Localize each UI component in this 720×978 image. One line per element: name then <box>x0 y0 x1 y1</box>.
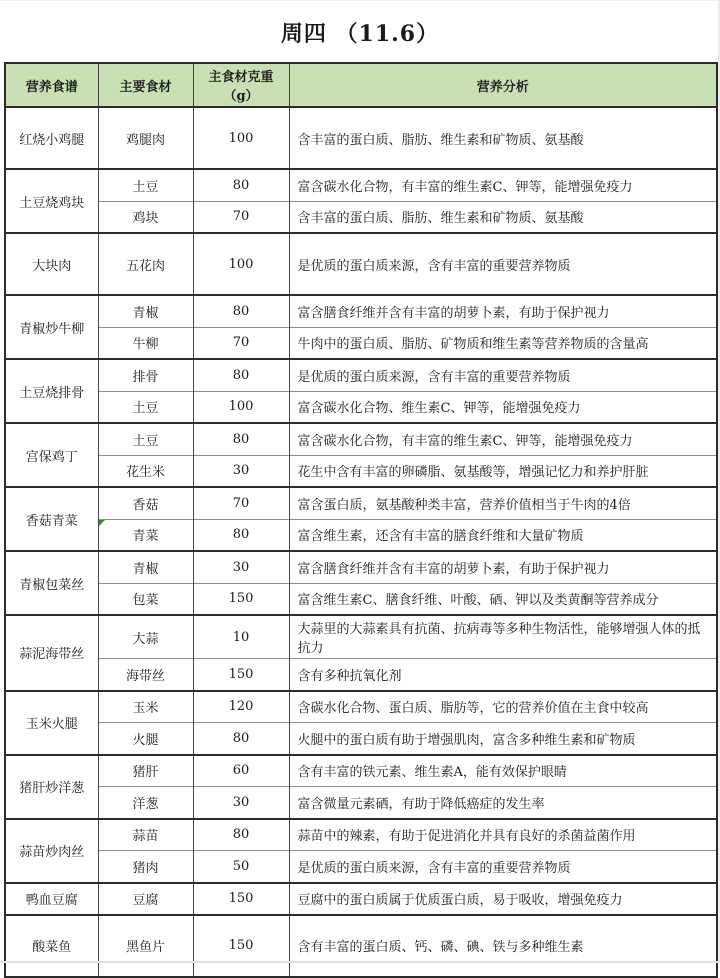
ingredient-weight-cell: 150 <box>193 583 289 615</box>
nutrition-analysis-cell: 含有丰富的铁元素、维生素A，能有效保护眼睛 <box>289 755 717 787</box>
ingredient-name-cell: 豆腐 <box>98 883 193 915</box>
ingredient-name-cell: 火腿 <box>98 723 193 755</box>
table-row <box>5 169 717 201</box>
nutrition-analysis-cell: 牛肉中的蛋白质、脂肪、矿物质和维生素等营养物质的含量高 <box>289 327 717 359</box>
table-row <box>5 755 717 787</box>
ingredient-weight-cell: 30 <box>193 455 289 487</box>
ingredient-name-cell: 洋葱 <box>98 787 193 819</box>
ingredient-name-cell: 猪肉 <box>98 851 193 883</box>
dish-name-cell: 红烧小鸡腿 <box>5 107 98 169</box>
nutrition-analysis-cell: 含丰富的蛋白质、脂肪、维生素和矿物质、氨基酸 <box>289 107 717 169</box>
header-nutrition-analysis: 营养分析 <box>289 63 717 107</box>
ingredient-weight-cell: 50 <box>193 851 289 883</box>
ingredient-weight-cell: 120 <box>193 691 289 723</box>
ingredient-weight-cell: 30 <box>193 551 289 583</box>
page-title: 周四 （11.6） <box>280 21 440 47</box>
table-row <box>5 851 717 883</box>
nutrition-analysis-cell: 花生中含有丰富的卵磷脂、氨基酸等，增强记忆力和养护肝脏 <box>289 455 717 487</box>
header-nutrition-recipe: 营养食谱 <box>5 63 98 107</box>
ingredient-name-cell: 土豆 <box>98 391 193 423</box>
dish-name-cell: 青椒炒牛柳 <box>5 295 98 359</box>
dish-name-cell: 玉米火腿 <box>5 691 98 755</box>
nutrition-analysis-cell: 大蒜里的大蒜素具有抗菌、抗病毒等多种生物活性，能够增强人体的抵抗力 <box>289 615 717 659</box>
ingredient-name-cell: 海带丝 <box>98 659 193 691</box>
table-row <box>5 583 717 615</box>
nutrition-analysis-cell: 是优质的蛋白质来源，含有丰富的重要营养物质 <box>289 233 717 295</box>
dish-name-cell: 酸菜鱼 <box>5 915 98 977</box>
table-row <box>5 915 717 977</box>
nutrition-table <box>4 62 718 978</box>
dish-name-cell: 蒜泥海带丝 <box>5 615 98 691</box>
ingredient-name-cell: 猪肝 <box>98 755 193 787</box>
ingredient-name-cell: 土豆 <box>98 169 193 201</box>
ingredient-weight-cell: 10 <box>193 615 289 659</box>
ingredient-name-cell: 鸡腿肉 <box>98 107 193 169</box>
nutrition-analysis-cell: 含有丰富的蛋白质、钙、磷、碘、铁与多种维生素 <box>289 915 717 977</box>
ingredient-name-cell: 排骨 <box>98 359 193 391</box>
nutrition-analysis-cell: 富含维生素，还含有丰富的膳食纤维和大量矿物质 <box>289 519 717 551</box>
dish-name-cell: 蒜苗炒肉丝 <box>5 819 98 883</box>
table-row <box>5 659 717 691</box>
ingredient-name-cell: 花生米 <box>98 455 193 487</box>
table-row <box>5 519 717 551</box>
table-row <box>5 723 717 755</box>
dish-name-cell: 青椒包菜丝 <box>5 551 98 615</box>
dish-name-cell: 香菇青菜 <box>5 487 98 551</box>
page-edge-top <box>0 0 720 1</box>
ingredient-name-cell: 土豆 <box>98 423 193 455</box>
table-row <box>5 423 717 455</box>
table-row <box>5 883 717 915</box>
nutrition-analysis-cell: 富含膳食纤维并含有丰富的胡萝卜素，有助于保护视力 <box>289 295 717 327</box>
nutrition-analysis-cell: 是优质的蛋白质来源，含有丰富的重要营养物质 <box>289 359 717 391</box>
nutrition-analysis-cell: 含有多种抗氧化剂 <box>289 659 717 691</box>
ingredient-weight-cell: 100 <box>193 107 289 169</box>
table-row <box>5 295 717 327</box>
ingredient-weight-cell: 150 <box>193 883 289 915</box>
header-ingredient-weight: 主食材克重（g） <box>193 63 289 107</box>
ingredient-weight-cell: 70 <box>193 327 289 359</box>
table-header-row <box>5 63 717 107</box>
table-row <box>5 233 717 295</box>
ingredient-name-cell: 蒜苗 <box>98 819 193 851</box>
ingredient-weight-cell: 80 <box>193 819 289 851</box>
nutrition-analysis-cell: 蒜苗中的辣素，有助于促进消化并具有良好的杀菌益菌作用 <box>289 819 717 851</box>
ingredient-weight-cell: 150 <box>193 659 289 691</box>
ingredient-name-cell: 玉米 <box>98 691 193 723</box>
ingredient-weight-cell: 80 <box>193 169 289 201</box>
ingredient-name-cell: 鸡块 <box>98 201 193 233</box>
ingredient-name-cell: 包菜 <box>98 583 193 615</box>
ingredient-weight-cell: 60 <box>193 755 289 787</box>
nutrition-analysis-cell: 富含碳水化合物，有丰富的维生素C、钾等，能增强免疫力 <box>289 169 717 201</box>
table-row <box>5 487 717 519</box>
table-row <box>5 691 717 723</box>
ingredient-weight-cell: 80 <box>193 723 289 755</box>
table-row <box>5 787 717 819</box>
dish-name-cell: 宫保鸡丁 <box>5 423 98 487</box>
dish-name-cell: 猪肝炒洋葱 <box>5 755 98 819</box>
ingredient-weight-cell: 80 <box>193 423 289 455</box>
table-row <box>5 455 717 487</box>
ingredient-name-cell: 香菇 <box>98 487 193 519</box>
ingredient-weight-cell: 100 <box>193 233 289 295</box>
table-row <box>5 201 717 233</box>
ingredient-name-cell: 牛柳 <box>98 327 193 359</box>
ingredient-weight-cell: 70 <box>193 201 289 233</box>
ingredient-weight-cell: 100 <box>193 391 289 423</box>
nutrition-analysis-cell: 富含维生素C、膳食纤维、叶酸、硒、钾以及类黄酮等营养成分 <box>289 583 717 615</box>
nutrition-analysis-cell: 富含蛋白质，氨基酸种类丰富，营养价值相当于牛肉的4倍 <box>289 487 717 519</box>
ingredient-name-cell: 青菜 <box>98 519 193 551</box>
table-body <box>5 107 717 977</box>
ingredient-name-cell: 黑鱼片 <box>98 915 193 977</box>
table-row <box>5 819 717 851</box>
nutrition-analysis-cell: 富含碳水化合物、维生素C、钾等，能增强免疫力 <box>289 391 717 423</box>
nutrition-analysis-cell: 火腿中的蛋白质有助于增强肌肉，富含多种维生素和矿物质 <box>289 723 717 755</box>
nutrition-analysis-cell: 含碳水化合物、蛋白质、脂肪等，它的营养价值在主食中较高 <box>289 691 717 723</box>
nutrition-analysis-cell: 富含碳水化合物，有丰富的维生素C、钾等，能增强免疫力 <box>289 423 717 455</box>
table-row <box>5 615 717 659</box>
table-row <box>5 391 717 423</box>
dish-name-cell: 土豆烧排骨 <box>5 359 98 423</box>
dish-name-cell: 土豆烧鸡块 <box>5 169 98 233</box>
nutrition-analysis-cell: 富含微量元素硒，有助于降低癌症的发生率 <box>289 787 717 819</box>
table-row <box>5 327 717 359</box>
nutrition-analysis-cell: 富含膳食纤维并含有丰富的胡萝卜素，有助于保护视力 <box>289 551 717 583</box>
ingredient-name-cell: 五花肉 <box>98 233 193 295</box>
ingredient-weight-cell: 30 <box>193 787 289 819</box>
ingredient-weight-cell: 80 <box>193 295 289 327</box>
header-main-ingredient: 主要食材 <box>98 63 193 107</box>
table-row <box>5 107 717 169</box>
ingredient-name-cell: 青椒 <box>98 551 193 583</box>
nutrition-analysis-cell: 含丰富的蛋白质、脂肪、维生素和矿物质、氨基酸 <box>289 201 717 233</box>
nutrition-analysis-cell: 是优质的蛋白质来源，含有丰富的重要营养物质 <box>289 851 717 883</box>
dish-name-cell: 鸭血豆腐 <box>5 883 98 915</box>
ingredient-weight-cell: 80 <box>193 359 289 391</box>
ingredient-weight-cell: 150 <box>193 915 289 977</box>
table-row <box>5 359 717 391</box>
ingredient-name-cell: 青椒 <box>98 295 193 327</box>
ingredient-weight-cell: 70 <box>193 487 289 519</box>
ingredient-weight-cell: 80 <box>193 519 289 551</box>
table-row <box>5 551 717 583</box>
dish-name-cell: 大块肉 <box>5 233 98 295</box>
nutrition-analysis-cell: 豆腐中的蛋白质属于优质蛋白质，易于吸收，增强免疫力 <box>289 883 717 915</box>
ingredient-name-cell: 大蒜 <box>98 615 193 659</box>
